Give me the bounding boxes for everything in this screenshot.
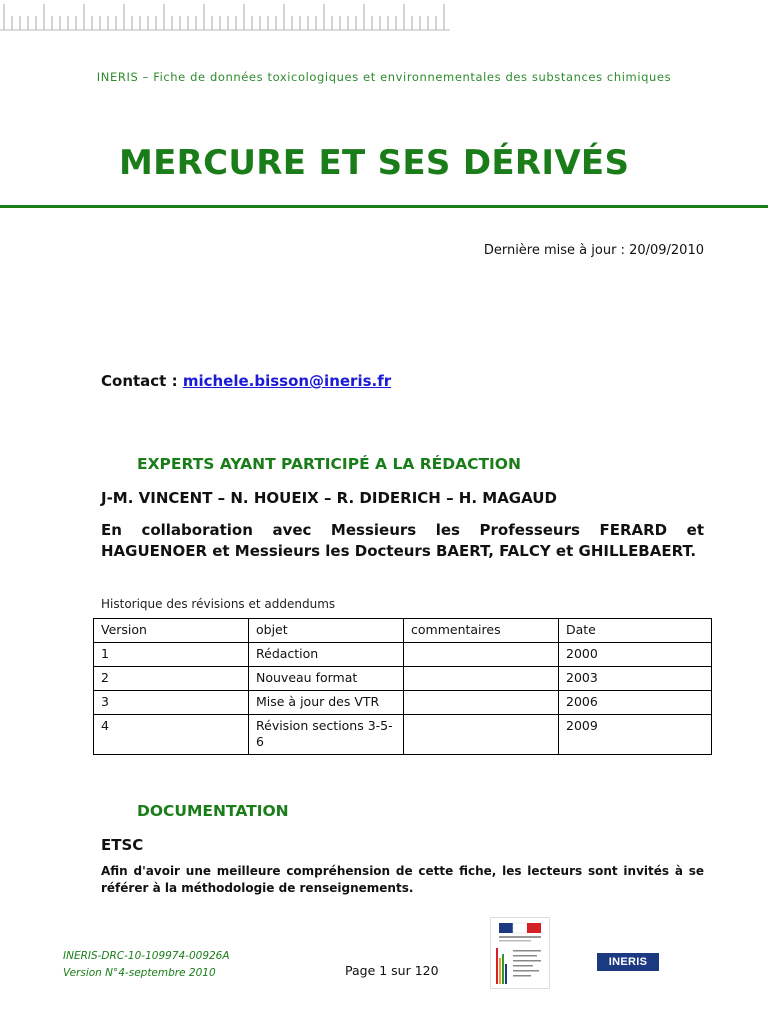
table-header-row	[94, 619, 712, 643]
table-cell: 2006	[559, 691, 712, 715]
footer-report-id: INERIS-DRC-10-109974-00926A	[63, 950, 230, 962]
table-cell: Nouveau format	[249, 667, 404, 691]
contact-line	[101, 372, 391, 390]
footer-reference	[63, 948, 230, 982]
revisions-table	[93, 618, 712, 755]
documentation-heading: DOCUMENTATION	[137, 802, 289, 820]
table-row	[94, 691, 712, 715]
table-cell: 1	[94, 643, 249, 667]
table-cell: 2000	[559, 643, 712, 667]
documentation-note: Afin d'avoir une meilleure compréhension de cette fiche, les lecteurs sont invités à se référer à la méthodologie de renseignements.	[101, 864, 704, 895]
table-cell: Date	[559, 619, 712, 643]
last-update-date: Dernière mise à jour : 20/09/2010	[483, 243, 704, 258]
etsc-subheading: ETSC	[101, 836, 144, 854]
table-cell	[404, 691, 559, 715]
table-cell	[404, 643, 559, 667]
footer-version: Version N°4-septembre 2010	[63, 967, 216, 979]
document-title: MERCURE ET SES DÉRIVÉS	[119, 143, 630, 183]
table-cell: Mise à jour des VTR	[249, 691, 404, 715]
page-number: Page 1 sur 120	[345, 963, 439, 978]
ineris-logo: INERIS	[597, 953, 659, 971]
table-cell: 2009	[559, 715, 712, 755]
table-cell: 4	[94, 715, 249, 755]
table-cell: 3	[94, 691, 249, 715]
table-row	[94, 643, 712, 667]
ruler-graphic	[0, 0, 450, 40]
experts-names: J-M. VINCENT – N. HOUEIX – R. DIDERICH – H. MAGAUD	[101, 489, 557, 507]
revisions-caption: Historique des révisions et addendums	[101, 597, 336, 611]
table-cell: commentaires	[404, 619, 559, 643]
table-cell: Rédaction	[249, 643, 404, 667]
contact-email-link[interactable]: michele.bisson@ineris.fr	[182, 372, 392, 390]
experts-heading: EXPERTS AYANT PARTICIPÉ A LA RÉDACTION	[137, 455, 521, 473]
table-cell: objet	[249, 619, 404, 643]
contact-label: Contact :	[101, 372, 178, 390]
table-cell: Version	[94, 619, 249, 643]
republique-francaise-logo	[490, 917, 550, 989]
table-cell: 2003	[559, 667, 712, 691]
table-cell: Révision sections 3-5-6	[249, 715, 404, 755]
table-cell	[404, 715, 559, 755]
running-header: INERIS – Fiche de données toxicologiques et environnementales des substances chimiques	[96, 70, 672, 84]
table-row	[94, 667, 712, 691]
collaboration-paragraph: En collaboration avec Messieurs les Professeurs FERARD et HAGUENOER et Messieurs les Docteurs BAERT, FALCY et GHILLEBAERT.	[101, 521, 704, 560]
table-cell: 2	[94, 667, 249, 691]
title-divider	[0, 205, 768, 208]
table-cell	[404, 667, 559, 691]
table-row	[94, 715, 712, 755]
